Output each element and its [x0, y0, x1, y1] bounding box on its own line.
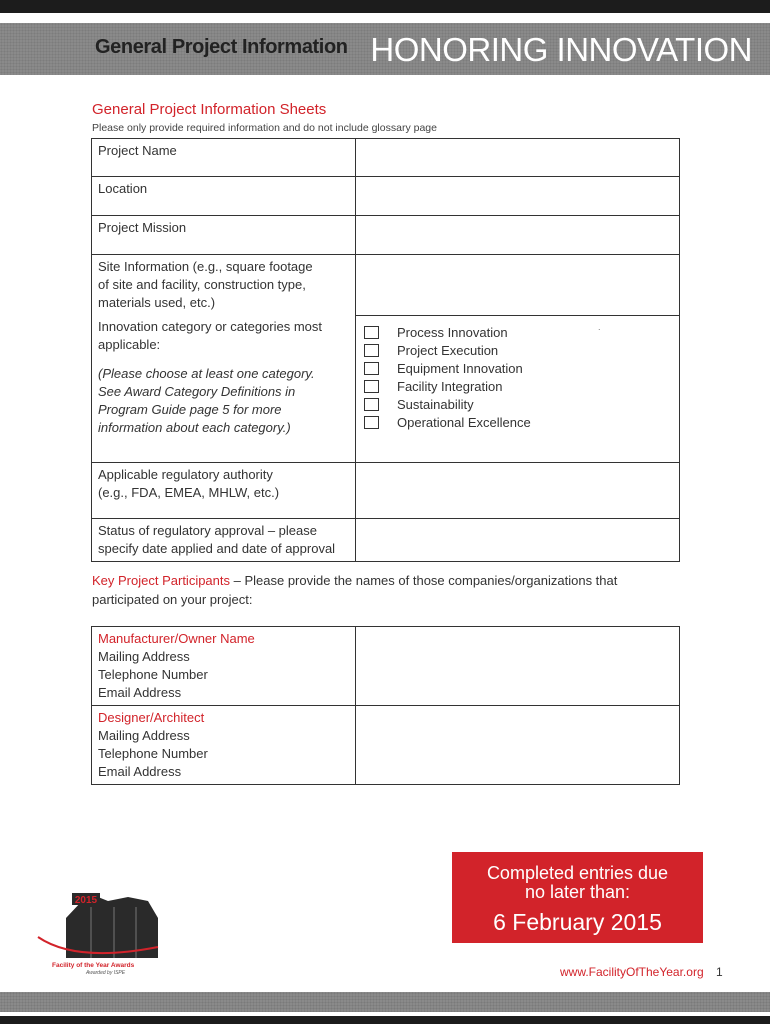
participants-table: [91, 626, 680, 785]
innovation-category-options: [356, 315, 680, 462]
footer-band: [0, 992, 770, 1012]
regulatory-status-field[interactable]: [356, 518, 680, 561]
email-label: Email Address: [98, 764, 182, 779]
website-link[interactable]: www.FacilityOfTheYear.org: [560, 965, 704, 979]
table-row: [92, 216, 680, 255]
deadline-date: 6 February 2015: [493, 909, 662, 935]
location-field[interactable]: [356, 177, 680, 216]
table-row: [92, 627, 680, 706]
table-row: [92, 315, 680, 462]
project-name-label: Project Name: [92, 139, 356, 177]
top-black-bar: [0, 0, 770, 13]
table-row: [92, 255, 680, 316]
table-row: [92, 139, 680, 177]
status-line: Status of regulatory approval – please: [98, 522, 317, 538]
site-info-line: materials used, etc.): [98, 295, 216, 310]
innovation-note-line: See Award Category Definitions in: [98, 384, 296, 399]
header-title-left: General Project Information: [95, 36, 348, 58]
category-option: [364, 360, 673, 378]
category-option: [364, 396, 673, 414]
bottom-black-bar: [0, 1016, 770, 1024]
category-option: [364, 414, 673, 432]
stray-mark: .: [598, 322, 601, 332]
regulatory-status-label: [92, 518, 356, 561]
category-option: [364, 342, 673, 360]
key-participants-label: Key Project Participants: [92, 573, 231, 588]
site-information-label: [92, 255, 356, 316]
table-row: [92, 177, 680, 216]
site-info-line: Site Information (e.g., square footage: [98, 259, 313, 274]
innovation-note-line: information about each category.): [98, 420, 291, 435]
category-label: Equipment Innovation: [397, 360, 523, 376]
deadline-line-1: Completed entries due: [486, 863, 669, 883]
location-label: Location: [92, 177, 356, 216]
category-option: [364, 378, 673, 396]
innovation-note-line: (Please choose at least one category.: [98, 366, 315, 381]
mailing-address-label: Mailing Address: [98, 728, 190, 743]
checkbox-equipment-innovation[interactable]: [364, 362, 379, 375]
category-option: [364, 324, 673, 342]
regulatory-line: Applicable regulatory authority: [98, 466, 273, 482]
manufacturer-field[interactable]: [356, 627, 680, 706]
deadline-box: [452, 852, 703, 943]
checkbox-project-execution[interactable]: [364, 344, 379, 357]
designer-title: Designer/Architect: [98, 710, 205, 725]
status-line: specify date applied and date of approval: [98, 540, 336, 556]
checkbox-operational-excellence[interactable]: [364, 416, 379, 429]
checkbox-process-innovation[interactable]: [364, 326, 379, 339]
category-label: Facility Integration: [397, 378, 503, 394]
logo-subcaption: Awarded by ISPE: [86, 970, 126, 976]
table-row: [92, 518, 680, 561]
deadline-line-2: no later than:: [524, 882, 631, 902]
table-row: [92, 706, 680, 785]
section-title: General Project Information Sheets: [92, 101, 327, 118]
key-participants-text: – Please provide the names of those companies/organizations that: [230, 573, 618, 588]
general-info-table: [91, 138, 680, 562]
designer-field[interactable]: [356, 706, 680, 785]
designer-labels: [92, 706, 356, 785]
regulatory-authority-label: [92, 462, 356, 518]
mailing-address-label: Mailing Address: [98, 649, 190, 664]
checkbox-facility-integration[interactable]: [364, 380, 379, 393]
category-checkbox-list: [362, 319, 673, 432]
innovation-line: Innovation category or categories most: [98, 319, 323, 334]
table-row: [92, 462, 680, 518]
manufacturer-labels: [92, 627, 356, 706]
innovation-note-line: Program Guide page 5 for more: [98, 402, 282, 417]
innovation-category-label: [92, 315, 356, 462]
page-number: 1: [716, 965, 723, 979]
regulatory-line: (e.g., FDA, EMEA, MHLW, etc.): [98, 484, 280, 500]
site-information-field[interactable]: [356, 255, 680, 316]
regulatory-authority-field[interactable]: [356, 462, 680, 518]
project-name-field[interactable]: [356, 139, 680, 177]
category-label: Operational Excellence: [397, 414, 531, 430]
header-title-right: HONORING INNOVATION: [370, 31, 752, 68]
section-subtitle: Please only provide required information and do not include glossary page: [92, 122, 437, 134]
logo-caption: Facility of the Year Awards: [52, 962, 135, 969]
telephone-label: Telephone Number: [98, 746, 208, 761]
category-label: Sustainability: [397, 396, 474, 412]
category-label: Project Execution: [397, 342, 499, 358]
project-mission-field[interactable]: [356, 216, 680, 255]
category-label: Process Innovation: [397, 324, 508, 340]
manufacturer-title: Manufacturer/Owner Name: [98, 631, 255, 646]
key-participants-intro: [92, 571, 682, 609]
key-participants-text-2: participated on your project:: [92, 592, 253, 607]
telephone-label: Telephone Number: [98, 667, 208, 682]
project-mission-label: Project Mission: [92, 216, 356, 255]
innovation-line: applicable:: [98, 337, 161, 352]
logo-year: 2015: [74, 895, 98, 906]
email-label: Email Address: [98, 685, 182, 700]
checkbox-sustainability[interactable]: [364, 398, 379, 411]
site-info-line: of site and facility, construction type,: [98, 277, 306, 292]
